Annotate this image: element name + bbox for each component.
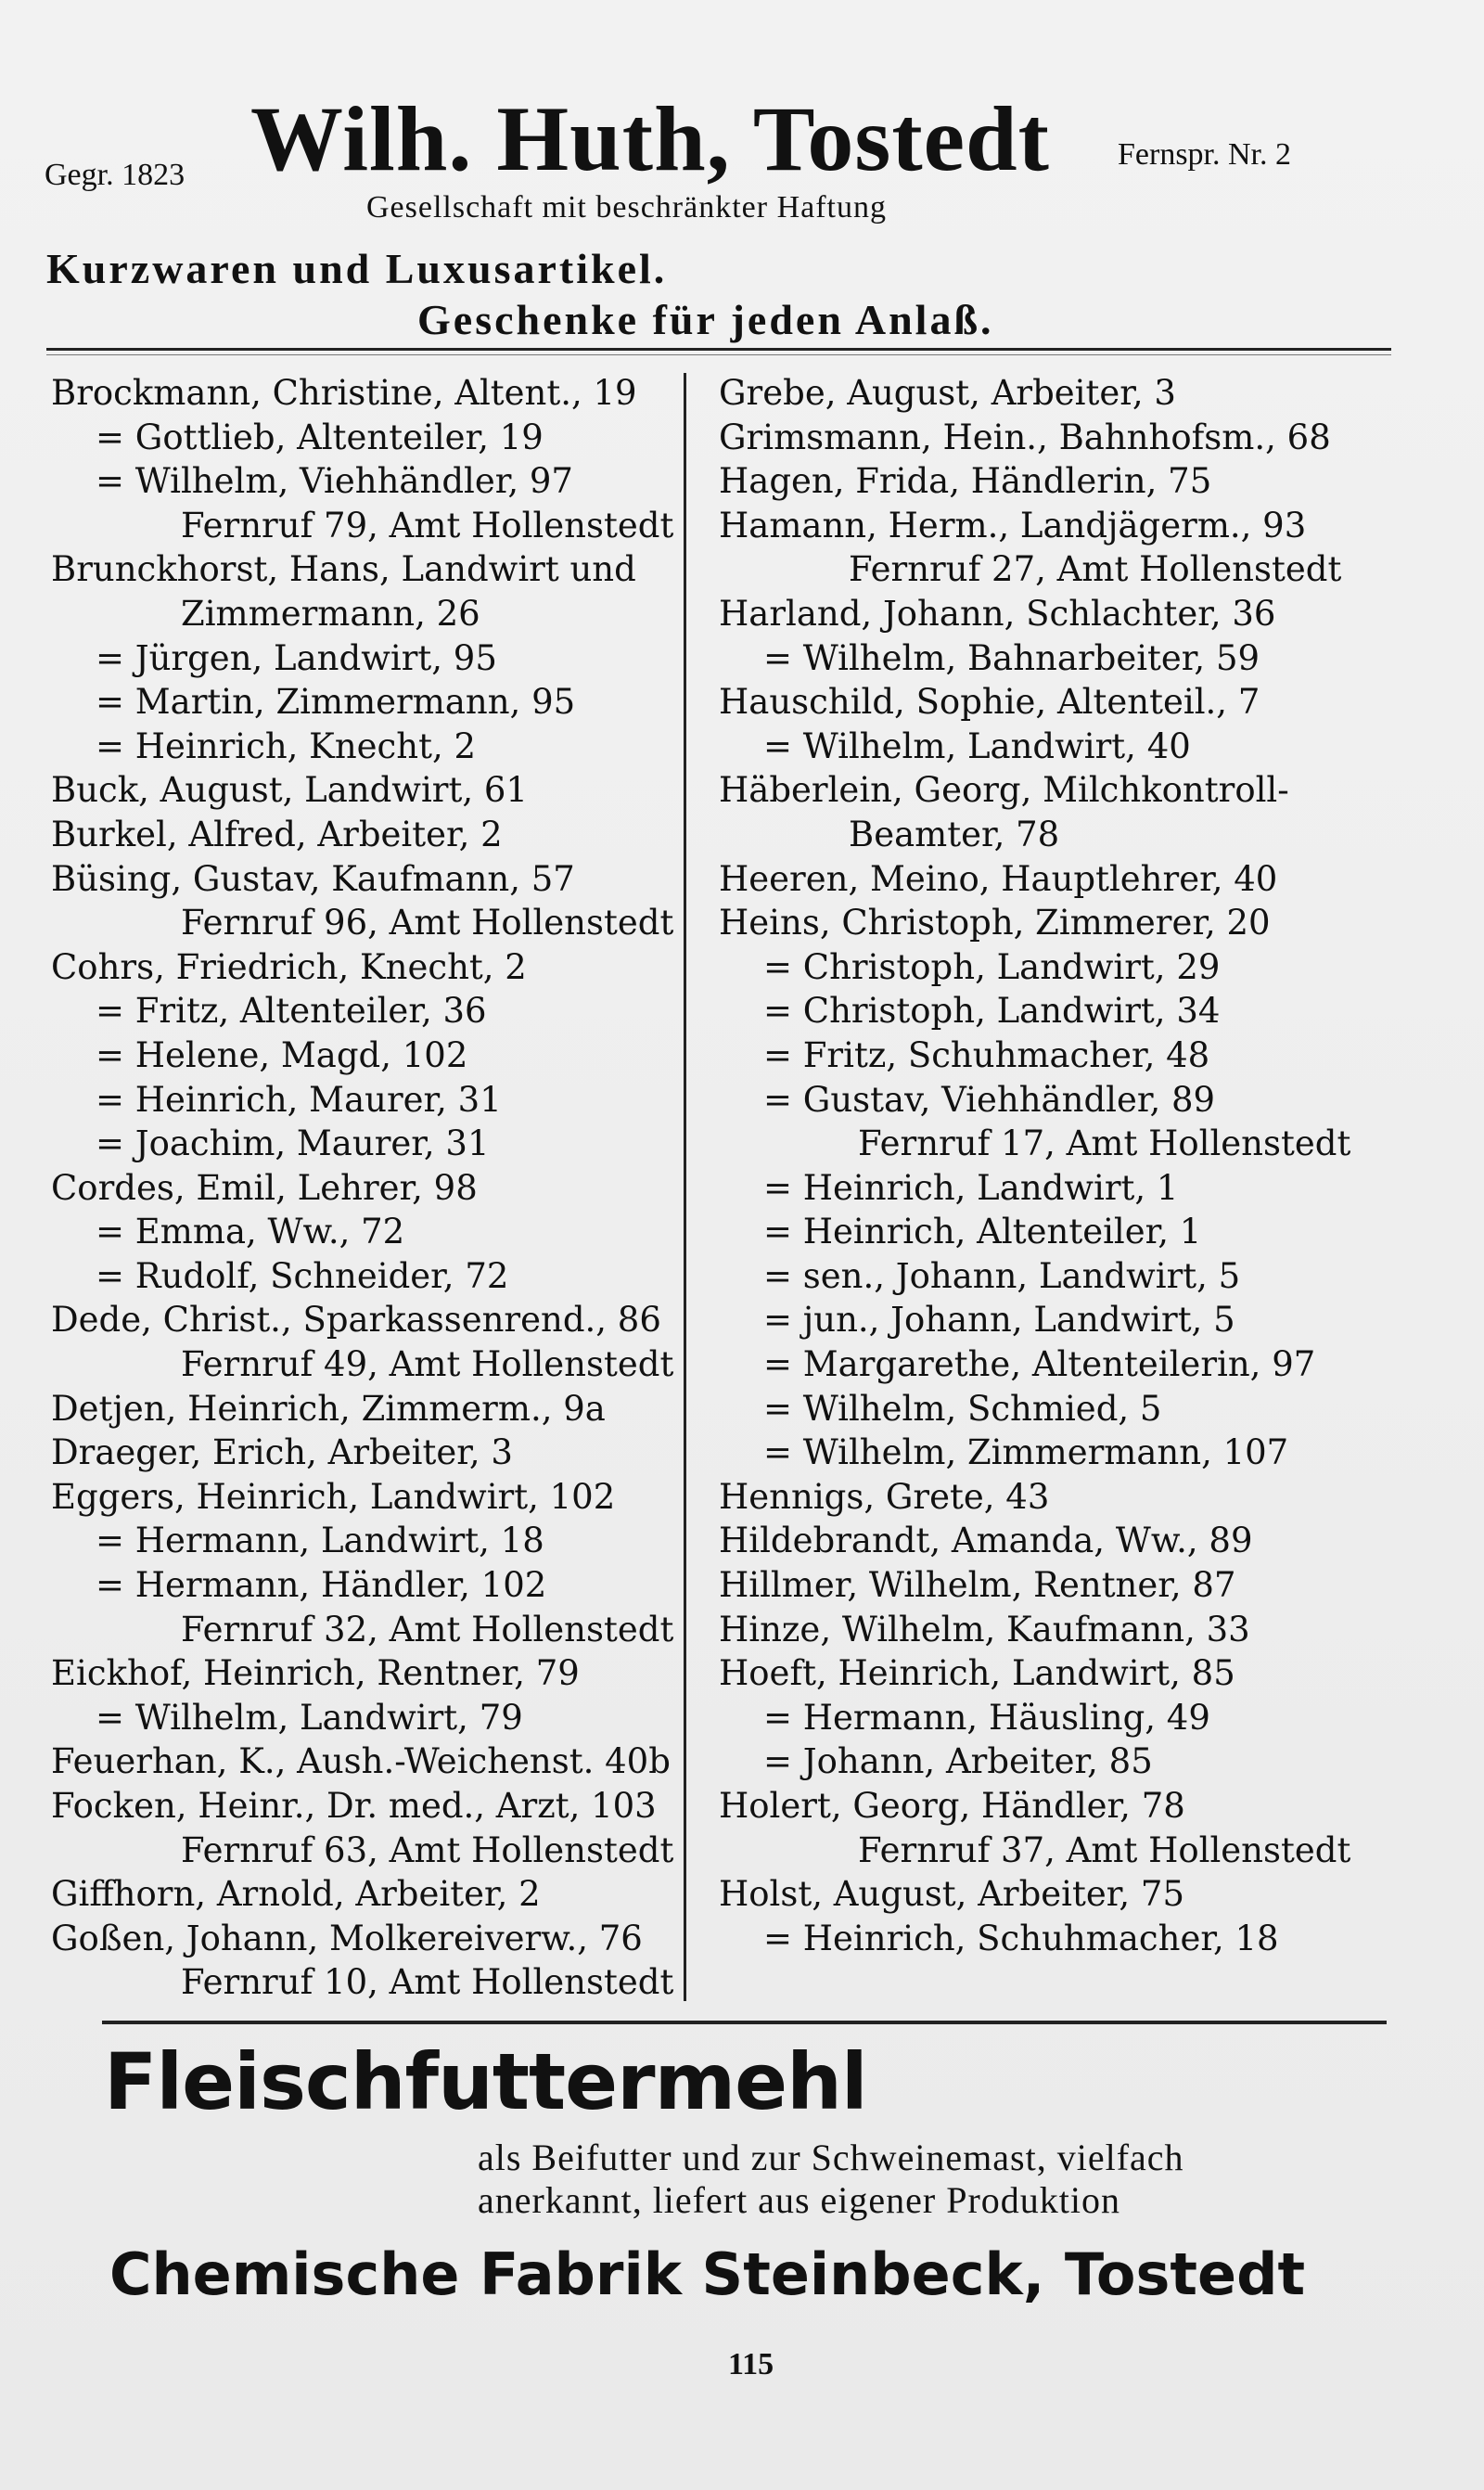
directory-entry: Hauschild, Sophie, Altenteil., 7 [719,682,1260,723]
directory-entry: Hoeft, Heinrich, Landwirt, 85 [719,1653,1235,1694]
right-column [719,371,1424,1960]
directory-entry: Hillmer, Wilhelm, Rentner, 87 [719,1565,1236,1606]
firm-name: Wilh. Huth, Tostedt [250,87,1050,190]
directory-entry: = Christoph, Landwirt, 29 [763,946,1221,987]
directory-entry: = Helene, Magd, 102 [96,1034,468,1075]
directory-entry: = Rudolf, Schneider, 72 [96,1255,509,1296]
directory-entry: Zimmermann, 26 [181,593,480,634]
directory-entry: = Wilhelm, Landwirt, 79 [96,1697,523,1738]
directory-entry: Hildebrandt, Amanda, Ww., 89 [719,1521,1253,1561]
directory-entry: = Martin, Zimmermann, 95 [96,682,576,723]
directory-entry: = Gottlieb, Altenteiler, 19 [96,417,544,457]
directory-entry: = Fritz, Altenteiler, 36 [96,991,487,1032]
directory-entry: Holst, August, Arbeiter, 75 [719,1874,1185,1915]
directory-entry: Draeger, Erich, Arbeiter, 3 [51,1432,513,1473]
directory-entry: Fernruf 49, Amt Hollenstedt [181,1344,674,1385]
directory-entry: Cohrs, Friedrich, Knecht, 2 [51,946,527,987]
directory-entry: = Heinrich, Altenteiler, 1 [763,1212,1202,1252]
directory-entry: Brockmann, Christine, Altent., 19 [51,373,637,413]
directory-entry: Detjen, Heinrich, Zimmerm., 9a [51,1388,606,1429]
directory-entry: Fernruf 27, Amt Hollenstedt [849,549,1342,590]
directory-entry: = sen., Johann, Landwirt, 5 [763,1255,1241,1296]
directory-entry: Heins, Christoph, Zimmerer, 20 [719,903,1271,943]
directory-entry: Grimsmann, Hein., Bahnhofsm., 68 [719,417,1331,457]
directory-entry: Fernruf 79, Amt Hollenstedt [181,505,674,545]
directory-entry: Focken, Heinr., Dr. med., Arzt, 103 [51,1786,657,1826]
directory-entry: = jun., Johann, Landwirt, 5 [763,1300,1235,1341]
directory-entry: Eickhof, Heinrich, Rentner, 79 [51,1653,580,1694]
directory-entry: = Jürgen, Landwirt, 95 [96,637,497,678]
directory-entry: Hinze, Wilhelm, Kaufmann, 33 [719,1609,1250,1649]
directory-entry: Eggers, Heinrich, Landwirt, 102 [51,1476,616,1517]
directory-entry: = Gustav, Viehhändler, 89 [763,1079,1216,1120]
directory-entry: Goßen, Johann, Molkereiverw., 76 [51,1918,643,1958]
directory-entry: Hagen, Frida, Händlerin, 75 [719,461,1212,502]
directory-entry: Burkel, Alfred, Arbeiter, 2 [51,814,503,854]
ad-text-line-1: als Beifutter und zur Schweinemast, vielfach [478,2137,1184,2178]
directory-entry: = Heinrich, Knecht, 2 [96,725,477,766]
directory-entry: Häberlein, Georg, Milchkontroll- [719,770,1289,811]
ad-company: Chemische Fabrik Steinbeck, Tostedt [109,2240,1306,2308]
page-number: 115 [728,2347,774,2381]
directory-entry: = Johann, Arbeiter, 85 [763,1741,1153,1782]
footer-divider [102,2021,1387,2024]
directory-entry: = Joachim, Maurer, 31 [96,1123,490,1164]
directory-entry: = Fritz, Schuhmacher, 48 [763,1034,1210,1075]
directory-entry: = Wilhelm, Viehhändler, 97 [96,461,573,502]
directory-entry: Giffhorn, Arnold, Arbeiter, 2 [51,1874,541,1915]
directory-entry: Holert, Georg, Händler, 78 [719,1786,1185,1826]
directory-entry: Fernruf 96, Amt Hollenstedt [181,903,674,943]
directory-entry: Grebe, August, Arbeiter, 3 [719,373,1176,413]
directory-entry: Buck, August, Landwirt, 61 [51,770,528,811]
header-divider [46,348,1391,351]
directory-entry: Cordes, Emil, Lehrer, 98 [51,1167,478,1208]
directory-entry: Beamter, 78 [849,814,1060,854]
ad-title: Fleischfuttermehl [104,2036,867,2127]
slogan-line-2: Geschenke für jeden Anlaß. [417,296,994,343]
directory-entry: Fernruf 32, Amt Hollenstedt [181,1609,674,1649]
legal-form: Gesellschaft mit beschränkter Haftung [366,190,887,225]
directory-entry: Heeren, Meino, Hauptlehrer, 40 [719,858,1278,899]
directory-entry: Fernruf 10, Amt Hollenstedt [181,1962,674,2003]
directory-entry: = Wilhelm, Landwirt, 40 [763,725,1191,766]
directory-entry: Hamann, Herm., Landjägerm., 93 [719,505,1307,545]
directory-entry: = Hermann, Händler, 102 [96,1565,547,1606]
column-divider [684,373,686,2001]
directory-entry: = Hermann, Häusling, 49 [763,1697,1210,1738]
header-divider-thin [46,354,1391,355]
directory-entry: = Christoph, Landwirt, 34 [763,991,1221,1032]
directory-entry: = Wilhelm, Zimmermann, 107 [763,1432,1289,1473]
directory-entry: Fernruf 17, Amt Hollenstedt [858,1123,1351,1164]
directory-entry: = Wilhelm, Bahnarbeiter, 59 [763,637,1260,678]
directory-entry: = Wilhelm, Schmied, 5 [763,1388,1162,1429]
phone-number: Fernspr. Nr. 2 [1118,137,1291,172]
directory-entry: = Hermann, Landwirt, 18 [96,1521,544,1561]
directory-entry: = Margarethe, Altenteilerin, 97 [763,1344,1316,1385]
directory-entry: Harland, Johann, Schlachter, 36 [719,593,1276,634]
directory-entry: = Heinrich, Maurer, 31 [96,1079,502,1120]
directory-entry: = Heinrich, Landwirt, 1 [763,1167,1179,1208]
directory-entry: Hennigs, Grete, 43 [719,1476,1050,1517]
directory-entry: Büsing, Gustav, Kaufmann, 57 [51,858,575,899]
directory-entry: = Emma, Ww., 72 [96,1212,405,1252]
directory-entry: Brunckhorst, Hans, Landwirt und [51,549,636,590]
directory-entry: = Heinrich, Schuhmacher, 18 [763,1918,1279,1958]
directory-entry: Fernruf 37, Amt Hollenstedt [858,1829,1351,1870]
directory-entry: Feuerhan, K., Aush.-Weichenst. 40b [51,1741,671,1782]
directory-entry: Dede, Christ., Sparkassenrend., 86 [51,1300,661,1341]
left-column [51,371,682,2005]
directory-entry: Fernruf 63, Amt Hollenstedt [181,1829,674,1870]
slogan-line-1: Kurzwaren und Luxusartikel. [46,245,668,292]
founded-year: Gegr. 1823 [45,158,186,192]
ad-text-line-2: anerkannt, liefert aus eigener Produktion [478,2179,1120,2221]
